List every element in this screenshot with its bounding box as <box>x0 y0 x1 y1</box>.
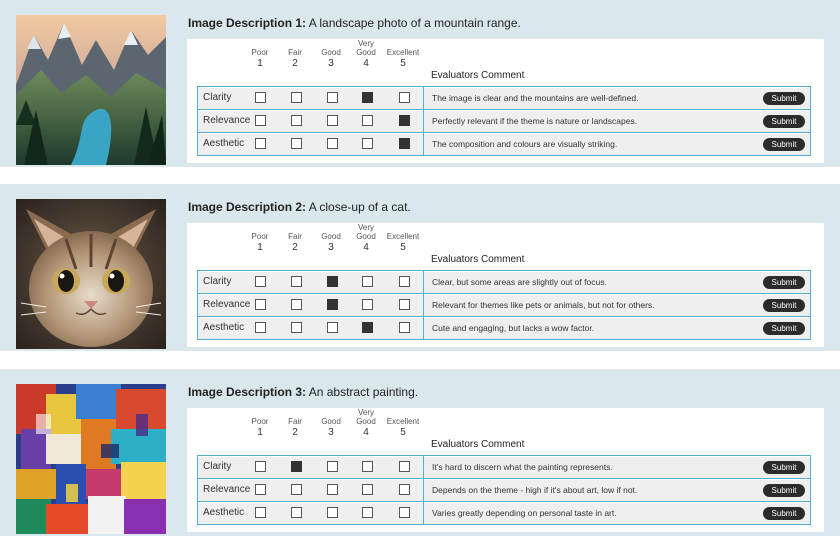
evaluator-comment[interactable]: Depends on the theme - high if it's about art, low if not. <box>432 485 638 495</box>
submit-button[interactable]: Submit <box>763 92 805 105</box>
rating-checkbox-4[interactable] <box>362 299 373 310</box>
rating-checkbox-4[interactable] <box>362 484 373 495</box>
evaluator-comment[interactable]: Clear, but some areas are slightly out of focus. <box>432 277 607 287</box>
column-header-fair: Fair 2 <box>288 48 302 69</box>
row-label: Aesthetic <box>203 507 245 518</box>
rating-checkbox-3[interactable] <box>327 461 338 472</box>
submit-button[interactable]: Submit <box>763 115 805 128</box>
rating-checkbox-2[interactable] <box>291 322 302 333</box>
rating-checkbox-5[interactable] <box>399 322 410 333</box>
rating-checkbox-1[interactable] <box>255 276 266 287</box>
column-header-very-good: Very Good 4 <box>356 223 376 253</box>
evaluator-comment[interactable]: It's hard to discern what the painting represents. <box>432 462 613 472</box>
rating-checkbox-2[interactable] <box>291 299 302 310</box>
cat-closeup-image <box>16 199 166 349</box>
rating-checkbox-2[interactable] <box>291 507 302 518</box>
evaluator-comment[interactable]: Varies greatly depending on personal taste in art. <box>432 508 617 518</box>
image-description-title: Image Description 3: An abstract painting. <box>188 385 419 399</box>
rating-row-clarity <box>198 88 810 109</box>
column-header-good: Good 3 <box>321 232 341 253</box>
rating-row-relevance <box>198 480 810 501</box>
rating-checkbox-5[interactable] <box>399 138 410 149</box>
rating-row-relevance <box>198 295 810 316</box>
rating-checkbox-3[interactable] <box>327 276 338 287</box>
rating-checkbox-2[interactable] <box>291 92 302 103</box>
row-label: Clarity <box>203 461 232 472</box>
rating-row-relevance <box>198 111 810 132</box>
rating-checkbox-3[interactable] <box>327 92 338 103</box>
rating-checkbox-2[interactable] <box>291 115 302 126</box>
rating-checkbox-2[interactable] <box>291 276 302 287</box>
rating-checkbox-1[interactable] <box>255 115 266 126</box>
submit-button[interactable]: Submit <box>763 507 805 520</box>
column-header-poor: Poor 1 <box>251 48 269 69</box>
abstract-painting-image <box>16 384 166 534</box>
column-header-good: Good 3 <box>321 48 341 69</box>
rating-checkbox-2[interactable] <box>291 138 302 149</box>
rating-checkbox-2[interactable] <box>291 461 302 472</box>
row-divider <box>198 109 810 110</box>
row-divider <box>198 478 810 479</box>
rating-checkbox-5[interactable] <box>399 92 410 103</box>
row-label: Aesthetic <box>203 138 245 149</box>
rating-row-aesthetic <box>198 134 810 155</box>
column-header-excellent: Excellent 5 <box>386 417 420 438</box>
evaluators-comment-header: Evaluators Comment <box>431 70 525 81</box>
row-label: Clarity <box>203 92 232 103</box>
rating-card <box>187 223 824 347</box>
rating-checkbox-1[interactable] <box>255 484 266 495</box>
rating-checkbox-5[interactable] <box>399 115 410 126</box>
column-header-very-good: Very Good 4 <box>356 408 376 438</box>
rating-checkbox-1[interactable] <box>255 322 266 333</box>
rating-row-aesthetic <box>198 503 810 524</box>
rating-checkbox-2[interactable] <box>291 484 302 495</box>
evaluator-comment[interactable]: Cute and engaging, but lacks a wow factor. <box>432 323 595 333</box>
rating-checkbox-4[interactable] <box>362 138 373 149</box>
rating-checkbox-3[interactable] <box>327 322 338 333</box>
evaluation-section-1 <box>0 0 840 167</box>
rating-checkbox-4[interactable] <box>362 461 373 472</box>
rating-checkbox-5[interactable] <box>399 461 410 472</box>
rating-checkbox-5[interactable] <box>399 299 410 310</box>
column-header-excellent: Excellent 5 <box>386 48 420 69</box>
evaluation-section-2 <box>0 184 840 351</box>
evaluator-comment[interactable]: The image is clear and the mountains are well-defined. <box>432 93 639 103</box>
rating-checkbox-1[interactable] <box>255 299 266 310</box>
rating-checkbox-4[interactable] <box>362 507 373 518</box>
rating-checkbox-4[interactable] <box>362 115 373 126</box>
rating-checkbox-1[interactable] <box>255 461 266 472</box>
row-divider <box>198 316 810 317</box>
rating-row-aesthetic <box>198 318 810 339</box>
rating-checkbox-3[interactable] <box>327 138 338 149</box>
column-header-excellent: Excellent 5 <box>386 232 420 253</box>
column-divider <box>423 87 424 155</box>
column-header-very-good: Very Good 4 <box>356 39 376 69</box>
column-header-good: Good 3 <box>321 417 341 438</box>
rating-checkbox-5[interactable] <box>399 507 410 518</box>
evaluator-comment[interactable]: The composition and colours are visually striking. <box>432 139 618 149</box>
rating-grid <box>197 86 811 156</box>
rating-checkbox-3[interactable] <box>327 484 338 495</box>
rating-card <box>187 39 824 163</box>
rating-checkbox-5[interactable] <box>399 276 410 287</box>
submit-button[interactable]: Submit <box>763 138 805 151</box>
evaluators-comment-header: Evaluators Comment <box>431 254 525 265</box>
rating-row-clarity <box>198 272 810 293</box>
column-divider <box>423 271 424 339</box>
rating-grid <box>197 455 811 525</box>
rating-checkbox-1[interactable] <box>255 92 266 103</box>
rating-grid <box>197 270 811 340</box>
rating-checkbox-4[interactable] <box>362 276 373 287</box>
row-divider <box>198 132 810 133</box>
submit-button[interactable]: Submit <box>763 299 805 312</box>
rating-checkbox-4[interactable] <box>362 92 373 103</box>
mountain-landscape-image <box>16 15 166 165</box>
row-label: Relevance <box>203 115 251 126</box>
row-divider <box>198 501 810 502</box>
column-header-fair: Fair 2 <box>288 417 302 438</box>
column-header-fair: Fair 2 <box>288 232 302 253</box>
row-divider <box>198 293 810 294</box>
rating-card <box>187 408 824 532</box>
submit-button[interactable]: Submit <box>763 276 805 289</box>
row-label: Aesthetic <box>203 322 245 333</box>
submit-button[interactable]: Submit <box>763 461 805 474</box>
submit-button[interactable]: Submit <box>763 484 805 497</box>
row-label: Relevance <box>203 484 251 495</box>
rating-checkbox-3[interactable] <box>327 115 338 126</box>
column-header-poor: Poor 1 <box>251 417 269 438</box>
rating-checkbox-3[interactable] <box>327 299 338 310</box>
row-label: Relevance <box>203 299 251 310</box>
image-description-title: Image Description 2: A close-up of a cat. <box>188 200 411 214</box>
rating-checkbox-4[interactable] <box>362 322 373 333</box>
row-label: Clarity <box>203 276 232 287</box>
column-header-poor: Poor 1 <box>251 232 269 253</box>
submit-button[interactable]: Submit <box>763 322 805 335</box>
rating-checkbox-5[interactable] <box>399 484 410 495</box>
image-description-title: Image Description 1: A landscape photo of a mountain range. <box>188 16 521 30</box>
evaluator-comment[interactable]: Perfectly relevant if the theme is nature or landscapes. <box>432 116 638 126</box>
rating-row-clarity <box>198 457 810 478</box>
evaluators-comment-header: Evaluators Comment <box>431 439 525 450</box>
rating-checkbox-1[interactable] <box>255 507 266 518</box>
rating-checkbox-1[interactable] <box>255 138 266 149</box>
rating-checkbox-3[interactable] <box>327 507 338 518</box>
column-divider <box>423 456 424 524</box>
evaluator-comment[interactable]: Relevant for themes like pets or animals, but not for others. <box>432 300 655 310</box>
evaluation-section-3 <box>0 369 840 536</box>
